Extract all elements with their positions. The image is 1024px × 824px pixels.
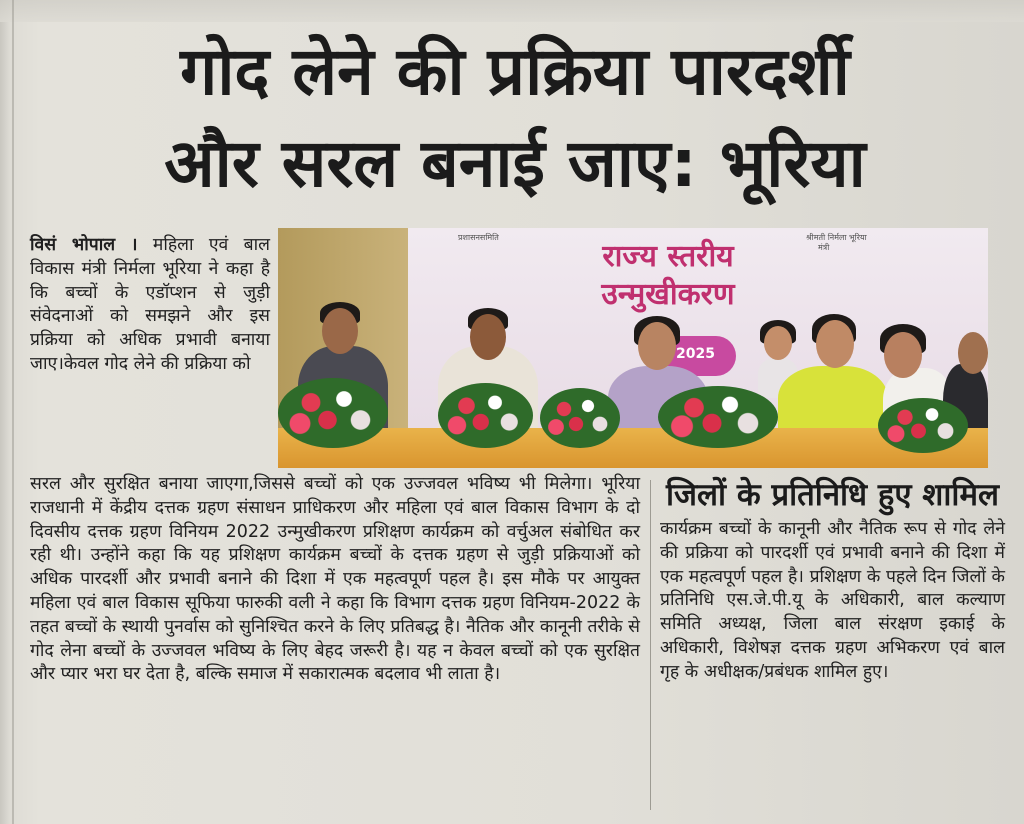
flower-bouquet (278, 378, 388, 448)
event-photo (278, 228, 988, 468)
intro-text: महिला एवं बाल विकास मंत्री निर्मला भूरिया ने कहा है कि बच्चों के एडॉप्शन से जुड़ी संवेदनाओं को समझने और इस प्रक्रिया को अधिक प्रभावी बनाया जाए।केवल गोद लेने की प्रक्रिया को (30, 235, 270, 374)
flower-bouquet (658, 386, 778, 448)
article-body: सरल और सुरक्षित बनाया जाएगा,जिससे बच्चों को एक उज्जवल भविष्य भी मिलेगा। भूरिया राजधानी में केंद्रीय दत्तक ग्रहण संसाधन प्राधिकरण और महिला एवं बाल विकास विभाग के दो दिवसीय दत्तक ग्रहण विनियम 2022 उन्मुखीकरण प्रशिक्षण कार्यक्रम को वर्चुअल संबोधित कर रही थी। उन्होंने कहा कि यह प्रशिक्षण कार्यक्रम बच्चों के दत्तक ग्रहण से जुड़ी प्रक्रियाओं को अधिक पारदर्शी और प्रभावी बनाने की दिशा में एक महत्वपूर्ण पहल है। इस मौके पर आयुक्त महिला एवं बाल विकास सूफिया फारुकी वली ने कहा कि विभाग दत्तक ग्रहण विनियम-2022 के तहत बच्चों के स्थायी पुनर्वास को सुनिश्चित करने के लिए प्रतिबद्ध है। नैतिक और कानूनी तरीके से गोद लेना बच्चों के उज्जवल भविष्य के लिए बेहद जरूरी है। यह न केवल बच्चों को एक सुरक्षित और प्यार भरा घर देता है, बल्कि समाज में सकारात्मक बदलाव भी लाता है। (30, 474, 640, 685)
person-head (638, 322, 676, 370)
person-head (816, 320, 854, 368)
headline-line-2: और सरल बनाई जाए: भूरिया (164, 125, 866, 202)
person-head (958, 332, 988, 374)
page-fold (12, 0, 14, 824)
sidebar-text: कार्यक्रम बच्चों के कानूनी और नैतिक रूप से गोद लेने की प्रक्रिया को पारदर्शी एवं प्रभावी बनाने की दिशा में एक महत्वपूर्ण पहल है। प्रशिक्षण के पहले दिन जिलों के प्रतिनिधि एस.जे.पी.यू के अधिकारी, बाल कल्याण समिति अध्यक्ष, जिला बाल संरक्षण इकाई के अधिकारी, विशेषज्ञ दत्तक ग्रहण अभिकरण एवं बाल गृह के अधीक्षक/प्रबंधक शामिल हुए। (660, 519, 1005, 682)
backdrop-caption: मंत्री (818, 243, 830, 252)
sidebar-heading: जिलों के प्रतिनिधि हुए शामिल (665, 477, 1000, 513)
column-divider (650, 480, 651, 810)
flower-bouquet (540, 388, 620, 448)
sidebar-box (660, 474, 1005, 685)
banner-title: राज्य स्तरीय उन्मुखीकरण (601, 239, 735, 312)
dateline: विसं भोपाल । (30, 235, 138, 255)
backdrop-caption: श्रीमती निर्मला भूरिया (806, 233, 867, 242)
headline-line-1: गोद लेने की प्रक्रिया पारदर्शी (180, 33, 850, 110)
previous-article-edge (0, 0, 1024, 22)
flower-bouquet (438, 383, 533, 448)
backdrop-caption: प्रशासनसमिति (458, 233, 499, 242)
person-head (764, 326, 792, 360)
person-head (470, 314, 506, 360)
banner-year: 2025 (676, 346, 715, 362)
article-intro (30, 234, 270, 377)
flower-bouquet (878, 398, 968, 453)
person-head (884, 332, 922, 378)
person-head (322, 308, 358, 354)
